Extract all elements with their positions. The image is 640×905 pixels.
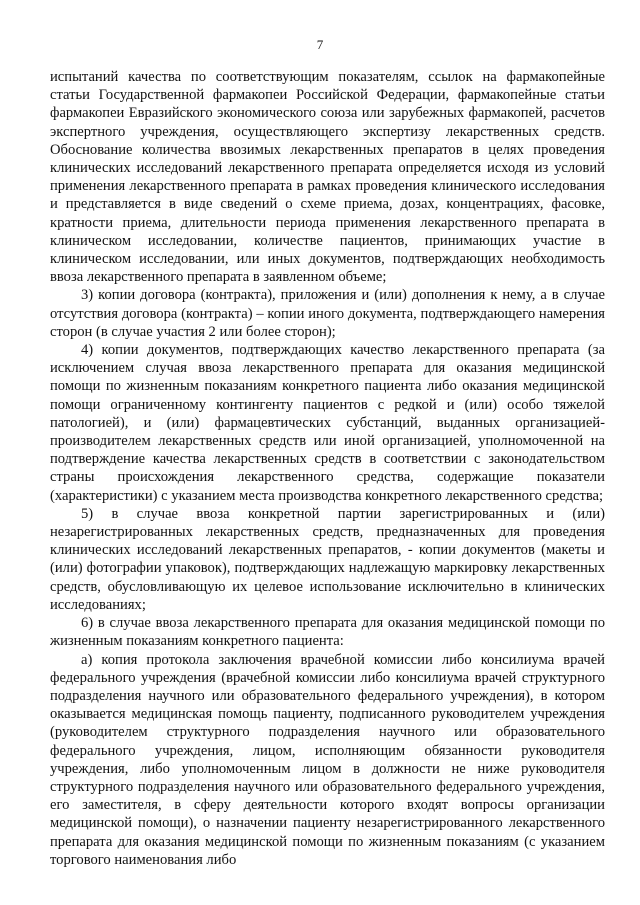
paragraph-continuation: испытаний качества по соответствующим показателям, ссылок на фармакопейные статьи Государственной фармакопеи Российской Федерации, фармакопейные статьи фармакопеи Евразийского экономического союза или зарубежных фармакопей, расчетов экспертного учреждения, осуществляющего экспертизу лекарственных средств. Обоснование количества ввозимых лекарственных препаратов в целях проведения клинических исследований лекарственного препарата определяется исходя из условий применения лекарственного препарата в рамках проведения клинического исследования и представляется в виде сведений о схеме приема, дозах, концентрациях, фасовке, кратности приема, длительности периода применения лекарственного препарата в клиническом исследовании, количестве пациентов, принимающих участие в клиническом исследовании, или иных документов, подтверждающих необходимость ввоза лекарственного препарата в заявленном объеме; xyxy=(50,69,605,286)
paragraph-item-5: 5) в случае ввоза конкретной партии зарегистрированных и (или) незарегистрированных лекарственных средств, предназначенных для проведения клинических исследований лекарственных препаратов, - копии документов (макеты и (или) фотографии упаковок), подтверждающих надлежащую маркировку лекарственных средств, обусловливающую их целевое использование исключительно в клинических исследованиях; xyxy=(50,505,605,613)
page-number: 7 xyxy=(316,37,324,52)
document-body xyxy=(50,68,605,869)
paragraph-item-3: 3) копии договора (контракта), приложения и (или) дополнения к нему, а в случае отсутствия договора (контракта) – копии иного документа, подтверждающего намерения сторон (в случае участия 2 или более сторон); xyxy=(50,287,605,340)
paragraph-item-6a: а) копия протокола заключения врачебной комиссии либо консилиума врачей федерального учреждения (врачебной комиссии либо консилиума врачей структурного подразделения научного или образовательного федерального учреждения), в котором оказывается медицинская помощь пациенту, подписанного руководителем учреждения (руководителем структурного подразделения научного или образовательного федерального учреждения, лицом, исполняющим обязанности руководителя учреждения, либо уполномоченным лицом в должности не ниже руководителя структурного подразделения научного или образовательного федерального учреждения, его заместителя, в сферу деятельности которого входят вопросы организации медицинской помощи), о назначении пациенту незарегистрированного лекарственного препарата для оказания медицинской помощи по жизненным показаниям (с указанием торгового наименования либо xyxy=(50,651,605,868)
paragraph-item-6: 6) в случае ввоза лекарственного препарата для оказания медицинской помощи по жизненным показаниям конкретного пациента: xyxy=(50,615,605,650)
paragraph-item-4: 4) копии документов, подтверждающих качество лекарственного препарата (за исключением случая ввоза лекарственного препарата для оказания медицинской помощи по жизненным показаниям конкретного пациента либо оказания медицинской помощи ограниченному контингенту пациентов с редкой и (или) особо тяжелой патологией), и (или) фармацевтических субстанций, выданных организацией-производителем лекарственных средств или иной организацией, уполномоченной на подтверждение качества лекарственных средств в соответствии с законодательством страны происхождения лекарственного средства, содержащие показатели (характеристики) с указанием места производства конкретного лекарственного средства; xyxy=(50,342,605,504)
